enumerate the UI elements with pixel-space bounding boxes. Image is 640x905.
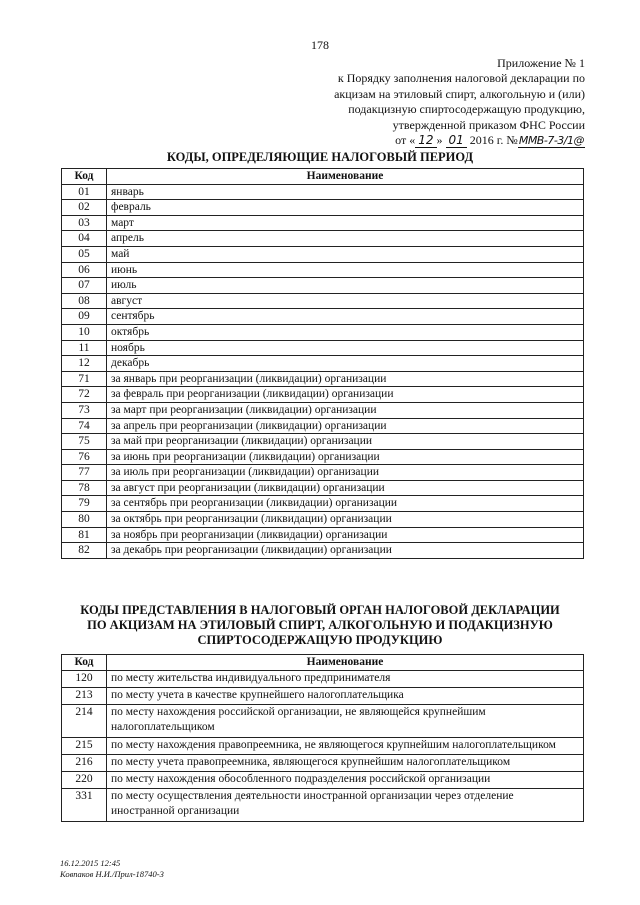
table-row bbox=[62, 418, 584, 434]
row-code: 81 bbox=[62, 527, 107, 543]
row-name: за апрель при реорганизации (ликвидации) организации bbox=[107, 418, 584, 434]
table-row bbox=[62, 184, 584, 200]
table-row bbox=[62, 293, 584, 309]
table-row bbox=[62, 465, 584, 481]
row-code: 120 bbox=[62, 671, 107, 688]
table-row bbox=[62, 200, 584, 216]
handwritten-order-number: ММВ-7-3/1@ bbox=[518, 134, 584, 148]
table-row bbox=[62, 215, 584, 231]
appendix-line-2: к Порядку заполнения налоговой декларации по bbox=[337, 71, 585, 86]
row-name: июль bbox=[107, 278, 584, 294]
row-name: май bbox=[107, 246, 584, 262]
table-row bbox=[62, 324, 584, 340]
row-name: по месту учета в качестве крупнейшего налогоплательщика bbox=[107, 688, 584, 705]
header-name: Наименование bbox=[107, 169, 584, 185]
row-name: за май при реорганизации (ликвидации) организации bbox=[107, 434, 584, 450]
row-name: за ноябрь при реорганизации (ликвидации) организации bbox=[107, 527, 584, 543]
appendix-line-4: подакцизную спиртосодержащую продукцию, bbox=[348, 102, 585, 117]
row-code: 78 bbox=[62, 480, 107, 496]
table-row bbox=[62, 496, 584, 512]
date-mid: » bbox=[436, 133, 446, 148]
appendix-line-5: утвержденной приказом ФНС России bbox=[392, 117, 585, 132]
date-prefix: от « bbox=[395, 133, 416, 148]
row-code: 82 bbox=[62, 543, 107, 559]
row-name: октябрь bbox=[107, 324, 584, 340]
date-year: 2016 г. № bbox=[466, 133, 518, 148]
row-name: за октябрь при реорганизации (ликвидации) организации bbox=[107, 512, 584, 528]
row-code: 09 bbox=[62, 309, 107, 325]
table-row bbox=[62, 543, 584, 559]
row-name: август bbox=[107, 293, 584, 309]
table-header-row bbox=[62, 655, 584, 671]
section2-title bbox=[0, 603, 640, 648]
header-name: Наименование bbox=[107, 655, 584, 671]
row-code: 79 bbox=[62, 496, 107, 512]
section2-title-line-1: КОДЫ ПРЕДСТАВЛЕНИЯ В НАЛОГОВЫЙ ОРГАН НАЛОГОВОЙ ДЕКЛАРАЦИИ bbox=[80, 603, 560, 617]
row-name: декабрь bbox=[107, 356, 584, 372]
table-header-row bbox=[62, 169, 584, 185]
row-name: за январь при реорганизации (ликвидации) организации bbox=[107, 371, 584, 387]
table-row bbox=[62, 340, 584, 356]
row-name: за июль при реорганизации (ликвидации) организации bbox=[107, 465, 584, 481]
row-name: апрель bbox=[107, 231, 584, 247]
row-code: 08 bbox=[62, 293, 107, 309]
table-row bbox=[62, 231, 584, 247]
row-code: 73 bbox=[62, 402, 107, 418]
row-code: 72 bbox=[62, 387, 107, 403]
row-code: 12 bbox=[62, 356, 107, 372]
table-row bbox=[62, 512, 584, 528]
row-name: сентябрь bbox=[107, 309, 584, 325]
row-code: 213 bbox=[62, 688, 107, 705]
table-row bbox=[62, 738, 584, 755]
row-name: ноябрь bbox=[107, 340, 584, 356]
row-name: март bbox=[107, 215, 584, 231]
tax-period-codes-table bbox=[61, 168, 584, 559]
row-name: по месту учета правопреемника, являющегося крупнейшим налогоплательщиком bbox=[107, 755, 584, 772]
footer-line-2: Ковпаков Н.И./Прил-18740-3 bbox=[60, 869, 164, 879]
row-name: по месту нахождения правопреемника, не являющегося крупнейшим налогоплательщиком bbox=[107, 738, 584, 755]
row-name: за июнь при реорганизации (ликвидации) организации bbox=[107, 449, 584, 465]
table-row bbox=[62, 434, 584, 450]
row-code: 216 bbox=[62, 755, 107, 772]
row-name: за декабрь при реорганизации (ликвидации) организации bbox=[107, 543, 584, 559]
table-row bbox=[62, 527, 584, 543]
row-name: за август при реорганизации (ликвидации) организации bbox=[107, 480, 584, 496]
section2-title-line-2: ПО АКЦИЗАМ НА ЭТИЛОВЫЙ СПИРТ, АЛКОГОЛЬНУЮ И ПОДАКЦИЗНУЮ bbox=[87, 618, 553, 632]
table-row bbox=[62, 402, 584, 418]
row-code: 80 bbox=[62, 512, 107, 528]
row-code: 77 bbox=[62, 465, 107, 481]
section2-title-line-3: СПИРТОСОДЕРЖАЩУЮ ПРОДУКЦИЮ bbox=[197, 633, 443, 647]
row-name: по месту жительства индивидуального предпринимателя bbox=[107, 671, 584, 688]
row-code: 05 bbox=[62, 246, 107, 262]
row-code: 215 bbox=[62, 738, 107, 755]
table-row bbox=[62, 278, 584, 294]
section1-title: КОДЫ, ОПРЕДЕЛЯЮЩИЕ НАЛОГОВЫЙ ПЕРИОД bbox=[166, 150, 474, 164]
row-code: 07 bbox=[62, 278, 107, 294]
row-code: 06 bbox=[62, 262, 107, 278]
table-row bbox=[62, 789, 584, 822]
footer-line-1: 16.12.2015 12:45 bbox=[60, 858, 121, 868]
table-row bbox=[62, 246, 584, 262]
row-code: 04 bbox=[62, 231, 107, 247]
row-code: 71 bbox=[62, 371, 107, 387]
row-name: февраль bbox=[107, 200, 584, 216]
table-row bbox=[62, 671, 584, 688]
table-row bbox=[62, 755, 584, 772]
row-code: 11 bbox=[62, 340, 107, 356]
table-row bbox=[62, 371, 584, 387]
header-code: Код bbox=[62, 655, 107, 671]
row-name: за февраль при реорганизации (ликвидации) организации bbox=[107, 387, 584, 403]
table-row bbox=[62, 262, 584, 278]
row-code: 220 bbox=[62, 772, 107, 789]
appendix-line-1: Приложение № 1 bbox=[497, 56, 585, 70]
row-code: 75 bbox=[62, 434, 107, 450]
row-name: по месту осуществления деятельности иностранной организации через отделение иностранной организации bbox=[107, 789, 584, 822]
table-row bbox=[62, 688, 584, 705]
row-name: по месту нахождения российской организации, не являющейся крупнейшим налогоплательщиком bbox=[107, 705, 584, 738]
row-code: 74 bbox=[62, 418, 107, 434]
table-row bbox=[62, 356, 584, 372]
appendix-block bbox=[285, 56, 585, 148]
handwritten-month: 01 bbox=[446, 133, 467, 148]
table-row bbox=[62, 772, 584, 789]
table-row bbox=[62, 480, 584, 496]
appendix-line-3: акцизам на этиловый спирт, алкогольную и (или) bbox=[334, 86, 585, 101]
handwritten-day: 12 bbox=[415, 133, 436, 148]
row-name: по месту нахождения обособленного подразделения российской организации bbox=[107, 772, 584, 789]
row-code: 214 bbox=[62, 705, 107, 738]
row-name: за март при реорганизации (ликвидации) организации bbox=[107, 402, 584, 418]
row-code: 331 bbox=[62, 789, 107, 822]
footer bbox=[60, 858, 164, 880]
row-name: за сентябрь при реорганизации (ликвидации) организации bbox=[107, 496, 584, 512]
header-code: Код bbox=[62, 169, 107, 185]
table-row bbox=[62, 387, 584, 403]
row-code: 76 bbox=[62, 449, 107, 465]
table-row bbox=[62, 449, 584, 465]
table-row bbox=[62, 309, 584, 325]
table-row bbox=[62, 705, 584, 738]
row-name: январь bbox=[107, 184, 584, 200]
row-code: 10 bbox=[62, 324, 107, 340]
row-code: 02 bbox=[62, 200, 107, 216]
page-number: 178 bbox=[311, 38, 329, 52]
row-code: 01 bbox=[62, 184, 107, 200]
submission-place-codes-table bbox=[61, 654, 584, 822]
row-name: июнь bbox=[107, 262, 584, 278]
row-code: 03 bbox=[62, 215, 107, 231]
appendix-date-line bbox=[285, 133, 585, 148]
